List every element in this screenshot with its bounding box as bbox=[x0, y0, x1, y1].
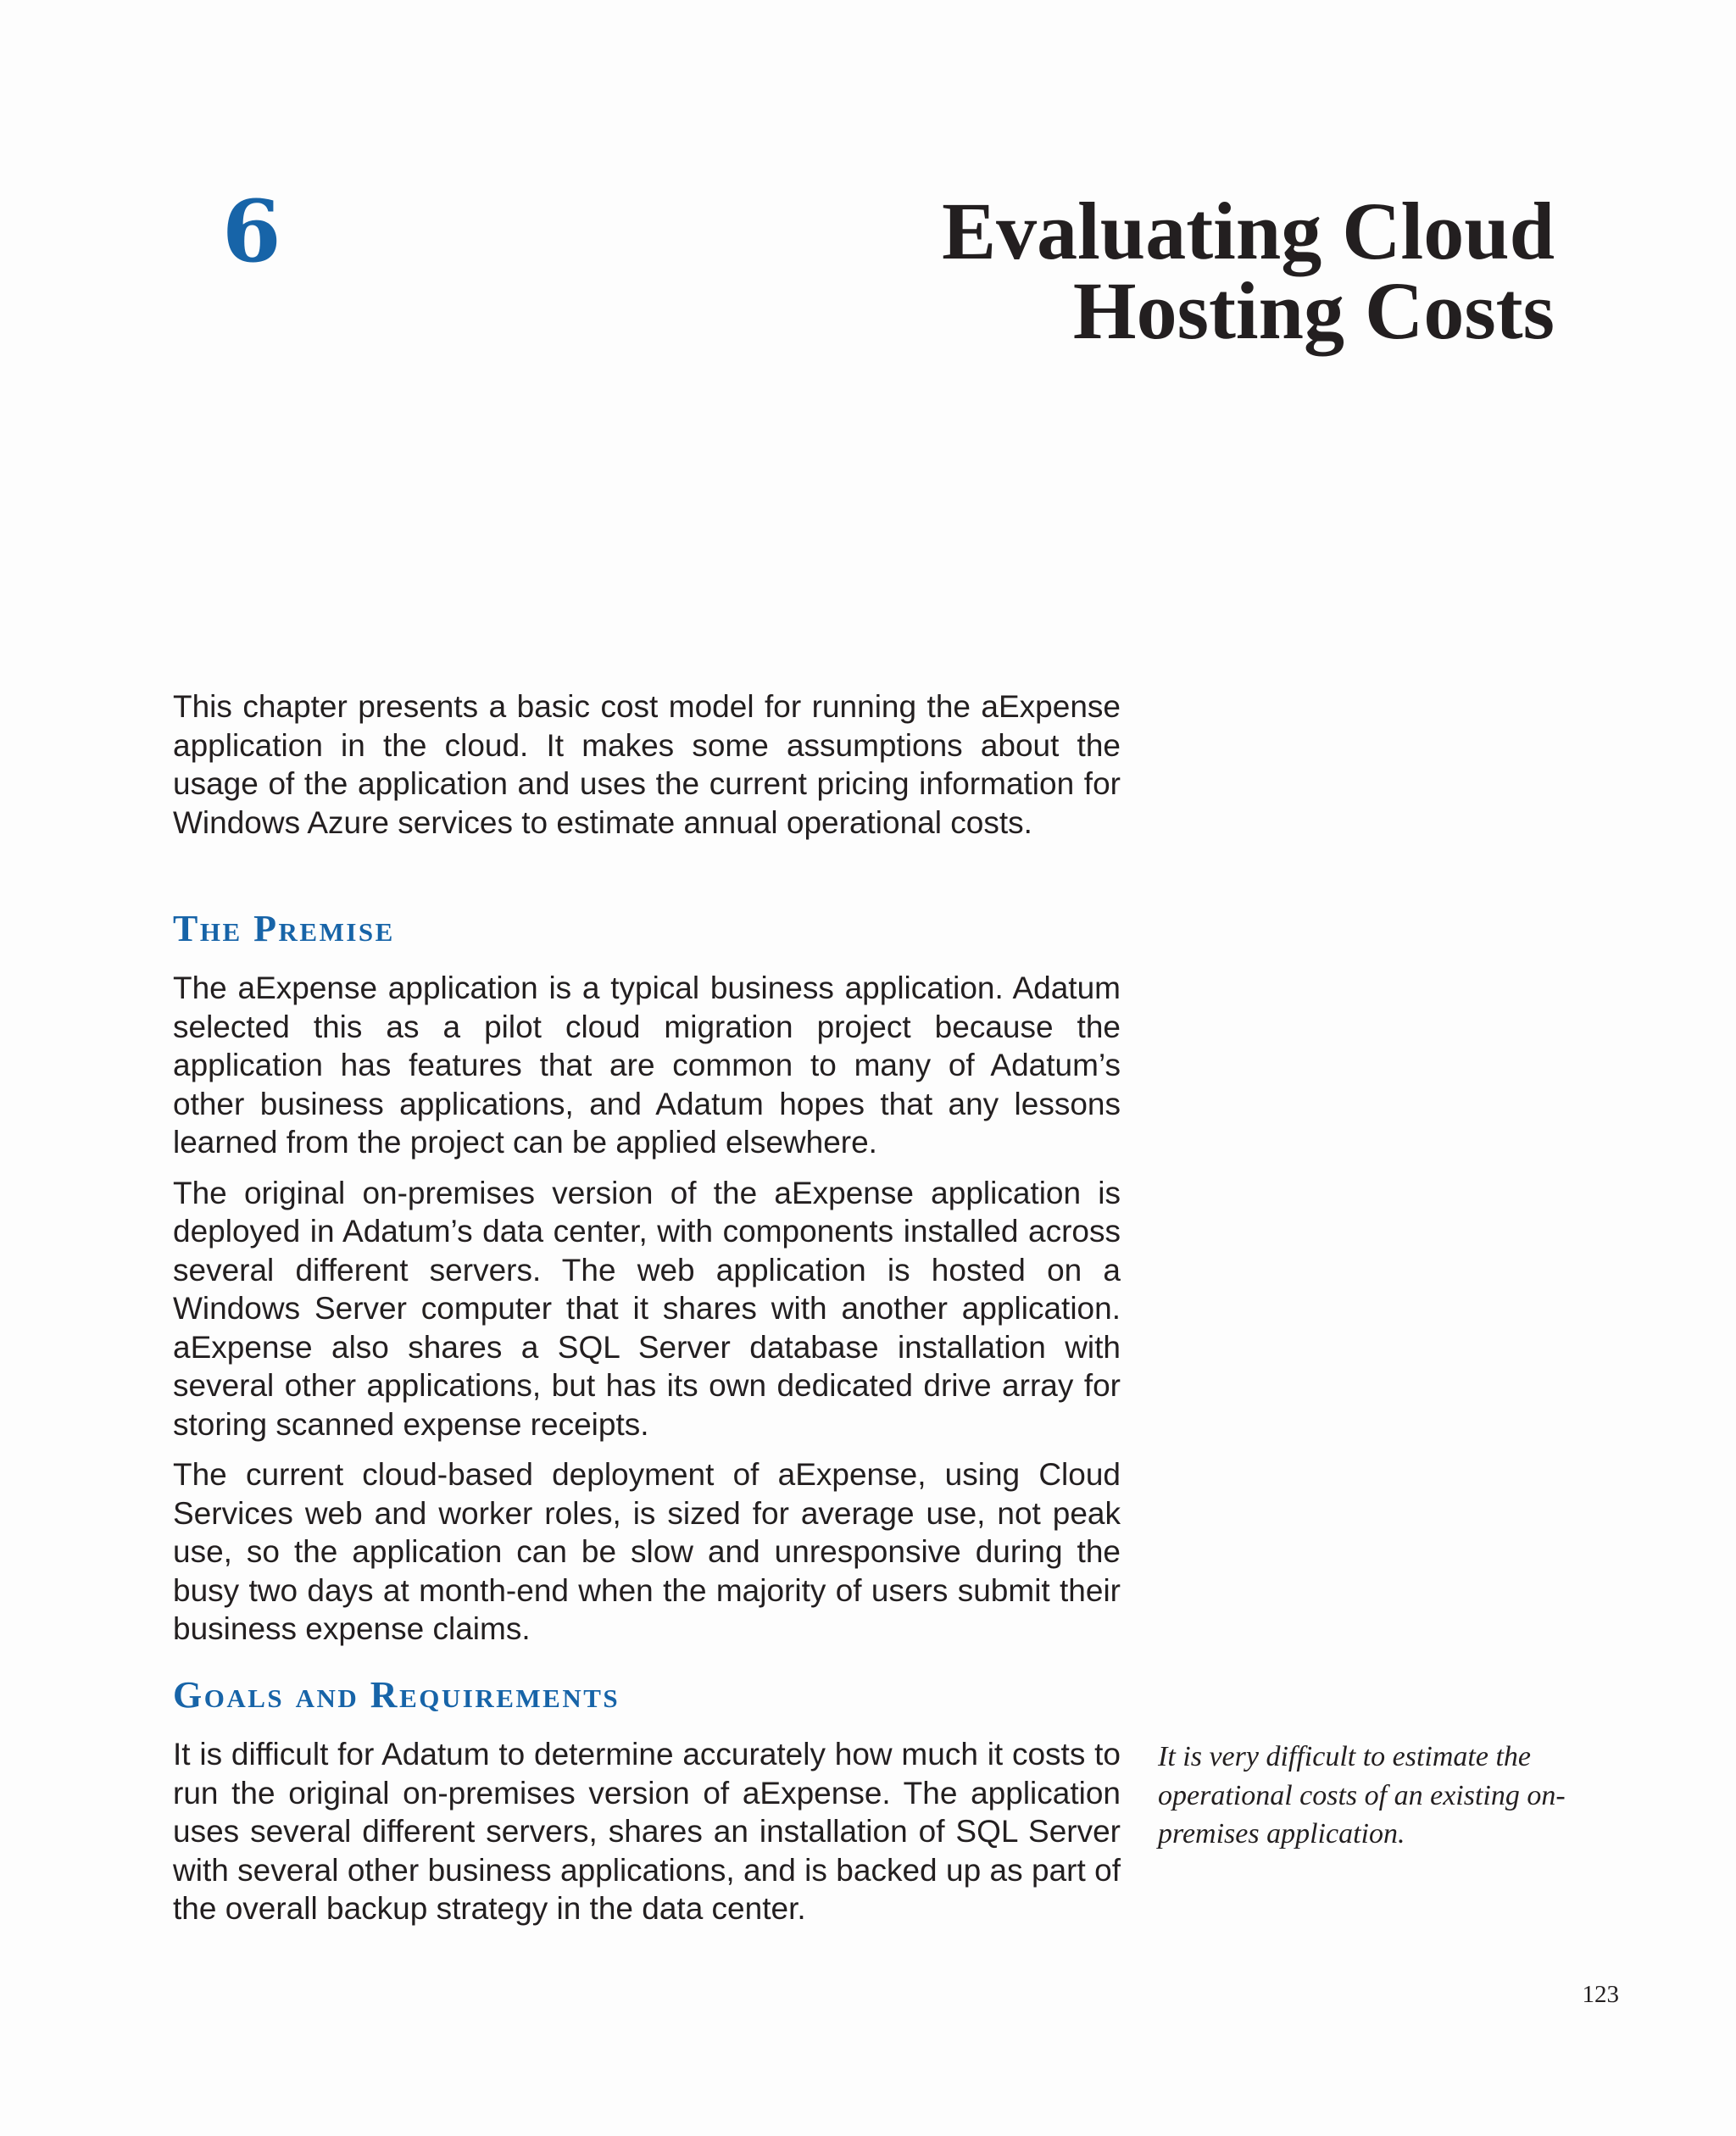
goals-heading-block bbox=[173, 1670, 1121, 1721]
goals-section bbox=[173, 1735, 1121, 1928]
intro-section bbox=[173, 687, 1121, 842]
goals-paragraph-1: It is difficult for Adatum to determine accurately how much it costs to run the original on-premises version of aExpense. The application uses several different servers, shares an installation of SQL Server with several other business applications, and is backed up as part of the overall backup strategy in the data center. bbox=[173, 1737, 1121, 1926]
section-heading-premise: The Premise bbox=[173, 908, 395, 949]
chapter-number: 6 bbox=[222, 181, 281, 281]
premise-paragraph-1: The aExpense application is a typical business application. Adatum selected this as a pilot cloud migration project because the application has features that are common to many of Adatum’s other business applications, and Adatum hopes that any lessons learned from the project can be applied elsewhere. bbox=[173, 971, 1121, 1160]
premise-heading-block bbox=[173, 904, 1121, 954]
chapter-title bbox=[942, 186, 1555, 356]
chapter-title-line-1: Evaluating Cloud bbox=[942, 186, 1555, 276]
section-heading-goals: Goals and Requirements bbox=[173, 1674, 620, 1716]
chapter-title-line-2: Hosting Costs bbox=[1072, 265, 1555, 356]
premise-paragraph-2: The original on-premises version of the aExpense application is deployed in Adatum’s data center, with components installed across several different servers. The web application is hosted on a Windows Server computer that it shares with another application. aExpense also shares a SQL Server database installation with several other applications, but has its own dedicated drive array for storing scanned expense receipts. bbox=[173, 1175, 1121, 1442]
premise-section bbox=[173, 969, 1121, 1649]
premise-paragraph-3: The current cloud-based deployment of aExpense, using Cloud Services web and worker roles, is sized for average use, not peak use, so the application can be slow and unresponsive during the busy two days at month-end when the majority of users submit their business expense claims. bbox=[173, 1457, 1121, 1646]
page-number: 123 bbox=[1582, 1981, 1619, 2008]
intro-paragraph: This chapter presents a basic cost model for running the aExpense application in the cloud. It makes some assumptions about the usage of the application and uses the current pricing information for Windows Azure services to estimate annual operational costs. bbox=[173, 689, 1121, 840]
margin-note: It is very difficult to estimate the operational costs of an existing on-premises application. bbox=[1158, 1741, 1566, 1850]
